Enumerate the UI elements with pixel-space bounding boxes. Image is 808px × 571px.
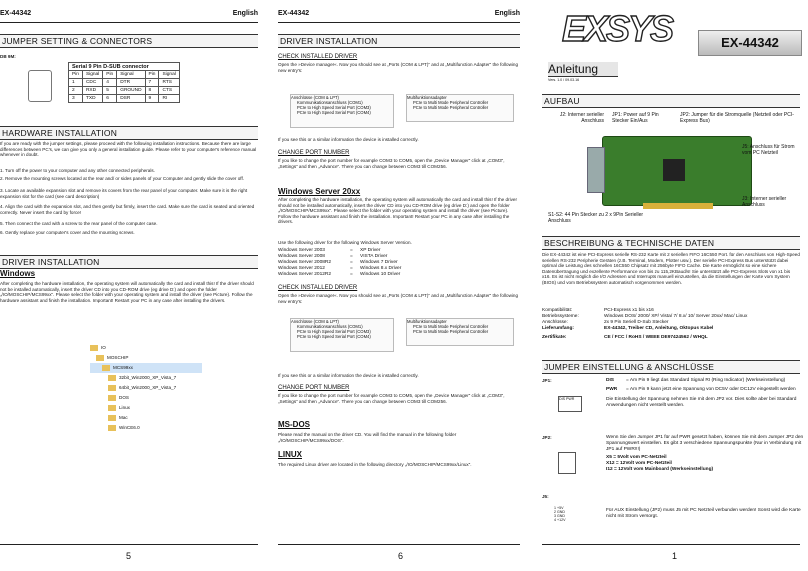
spec-list [542,308,804,341]
header-language: English [494,10,520,17]
label-jp1: JP1: Power auf 9 Pin Stecker Ein/Aus [612,112,659,124]
dm-entry: PCIe to Multi Mode Peripheral Controller [413,329,489,334]
table-cell: 6 [103,95,117,103]
table-header: Signal [159,71,179,79]
equals: = [350,266,353,271]
jp1-jumper-diagram [558,396,582,412]
label-j2: J2: Interner serieller Anschluss [559,112,604,124]
spec-key: Betriebssysteme: [542,314,579,319]
table-header: Pin [145,71,159,79]
jp2-option: X5 = 5Volt vom PC-Netzteil [606,455,667,460]
folder-label: MCS99xx [113,365,133,370]
hardware-intro: If you are ready with the jumper settings, please proceed with the following installation instructions. Because there are large differences between PC's, we can give you only a general installation guide. Please refer to your computer's reference manual whenever in doubt. [0,141,257,158]
table-row [69,95,180,103]
section-title-jumper-de: JUMPER EINSTELLUNG & ANSCHLÜSSE [542,360,800,374]
j5-pin: 4 +12V [554,518,566,522]
driver-name: VISTA Driver [360,254,388,259]
table-row [69,87,180,95]
table-cell: DSR [117,95,145,103]
folder-icon [108,415,116,421]
table-cell: GROUND [117,87,145,95]
table-cell: RXD [82,87,102,95]
pcie-contacts-icon [643,203,713,209]
change-port-text-2: If you like to change the port number for example COM3 to COM5, open the „Device Manager“ click at „COM3“, „Settings“ and then „Advance“. There you can change between COM3 till COM256. [278,393,505,404]
driver-name: Windows 7 Driver [360,260,398,265]
folder-icon [108,385,116,391]
table-cell: 9 [145,95,159,103]
j5-pin: 2 GND [554,510,565,514]
footer-rule [278,544,520,545]
page-number: 6 [398,551,404,561]
table-cell: 5 [103,87,117,95]
driver-name: XP Driver [360,248,381,253]
folder-icon [108,375,116,381]
equals: = [350,254,353,259]
folder-item[interactable] [90,393,202,403]
dm-entry: PCIe to High Speed Serial Port (COM3) [297,329,371,334]
product-badge: EX-44342 [698,30,802,56]
page-header [278,10,520,17]
table-header: Signal [117,71,145,79]
step: 1. Turn off the power to your computer and any other connected peripherals. [0,168,155,173]
dm-entry: PCIe to High Speed Serial Port (COM4) [297,110,371,115]
jp2-settings [606,435,804,473]
table-cell: 7 [145,79,159,87]
folder-item[interactable] [90,343,202,353]
check-driver-text: Open the »Device manager«. Now you should see at „Ports (COM & LPT)“ and at „Multifunction Adapter“ the following new entry's: [278,62,519,73]
description: Die EX-44342 ist eine PCI-Express serielle RS-232 Karte mit 2 seriellen FIFO 16C550 Port. für den Anschluss von High-Speed seriellen RS-232 Peripherie Geräten (z.B. Terminal, Modem, Plotter usw.). Der serielle PCI-Express Bus unterstützt dabei optimal die Leistung des schnellen 16C550 Chipsatz mit 256byte FIFO Cache. Die Karte ermöglicht so eine sichere Datenübertragung und exzellente Performance von bis zu 115,2KBaud/s! Sie unterstützt alle PCI-Express Slots von x1 bis x16. Es ist nicht möglich die I/O Adressen und Interrupts manuell einzustellen, da die Einstellungen der Karte vom System (BIOS) und vom Betriebssystem automatisch vorgenommen werden. [542,252,800,285]
dm-entry: PCIe to Multi Mode Peripheral Controller [413,105,489,110]
server-driver-table [278,248,518,278]
windows-text: After completing the hardware installation, the operating system will automatically the card and install this! If the driver should not be installed automatically, insert the driver CD into you CD-ROM drive (eg drive D:) and open the folder „/IO/MOSCHIP/MCS99xx“. Please select the folder with your operating system and install the driver (see Picture). Follow the hardware assistant and finish the installation. Important! Restart your PC in any case after installing the drivers. [0,281,254,303]
spec-value: PCI-Express x1 bis x16 [604,308,654,313]
jp2-option: X12 = 12Volt vom PC-Netzteil [606,461,672,466]
change-port-text: If you like to change the port number for example COM3 to COM5, open the „Device Manager“ click at „COM3“, „Settings“ and then „Advance“. There you can change between COM3 till COM256. [278,158,505,169]
folder-item[interactable] [90,373,202,383]
dm-entry: PCIe to Multi Mode Peripheral Controller [413,100,489,105]
card-photo [602,136,752,206]
linux-heading: LINUX [278,450,302,459]
folder-label: Mac [119,415,128,420]
header-language: English [232,10,258,17]
j5-pin: 1 +5V [554,506,564,510]
dm-entry: Anschlüsse (COM & LPT) [291,95,339,100]
header-rule [278,22,520,23]
spec-row [542,335,804,341]
linux-text: The required Linux driver are located in the following directory „/IO/MOSCHIP/MCS99xx/Linux“. [278,462,472,467]
dm-entry: Kommunikationsanschluss (COM1) [297,100,363,105]
header-rule [0,22,258,23]
device-manager-ports [290,94,394,128]
equals: = [350,260,353,265]
check-driver-heading-2: CHECK INSTALLED DRIVER [278,285,358,291]
jp1-value: = Am Pin 9 liegt das Standard Signal RI (Ring Indicator) (Werkseinstellung) [626,378,786,383]
section-title-driver: DRIVER INSTALLATION [278,34,520,48]
folder-icon [102,365,110,371]
device-manager-ports-2 [290,318,394,352]
header-product: EX-44342 [278,10,310,17]
jp2-jumper-diagram [558,452,576,474]
windows-heading: Windows [0,269,36,278]
spec-key: Zertifikate: [542,335,567,340]
table-cell: CDC [82,79,102,87]
page-number: 1 [672,551,678,561]
installed-note: If you see this or a similar information the device is installed correctly. [278,137,419,142]
spec-key: Anschlüsse: [542,320,568,325]
jp1-label: JP1: [542,378,552,383]
dm-entry: Multifunktionsadapter [407,95,447,100]
check-driver-heading: CHECK INSTALLED DRIVER [278,54,358,60]
server-row [278,272,518,278]
change-port-heading-2: CHANGE PORT NUMBER [278,385,350,391]
jp1-row [606,387,804,393]
page-number: 5 [126,551,132,561]
dm-entry: Multifunktionsadapter [407,319,447,324]
folder-label: Linux [119,405,130,410]
table-cell: 3 [69,95,83,103]
folder-item[interactable] [90,383,202,393]
folder-item-selected[interactable] [90,363,202,373]
db-bracket-icon [587,147,605,193]
jp1-value: = Am Pin 9 kann jetzt eine Spannung von DC5V oder DC12V eingestellt werden [626,387,796,392]
folder-item[interactable] [90,403,202,413]
dm-entry: PCIe to High Speed Serial Port (COM3) [297,105,371,110]
step: 2. Remove the mounting screws located at the rear and/ or sides panels of your Computer and gently slide the cover off. [0,176,245,181]
table-cell: TXD [82,95,102,103]
jp2-text: Wenn Sie den Jumper JP1 für auf PWR gesetzt haben, können Sie mit dem Jumper JP2 den Spannungswert einstellen. Es gibt 3 verschiedene Spannungspunkte (Nur in Verbindung mit JP1 auf PWR!!!) [606,435,804,452]
dm-entry: Anschlüsse (COM & LPT) [291,319,339,324]
label-jp2: JP2: Jumper für die Stromquelle (Netzteil oder PCI-Express Bus) [680,112,794,124]
page-header [0,10,258,17]
folder-item[interactable] [90,423,202,433]
folder-item[interactable] [90,353,202,363]
folder-tree [90,343,202,433]
folder-icon [108,425,116,431]
jp1-note: Die Einstellung der Spannung nehmen Sie mit dem JP2 vor. Dies sollte aber bei Standard Anwendungen nicht verstellt werden. [606,397,797,408]
folder-icon [108,395,116,401]
section-title-beschreibung: BESCHREIBUNG & TECHNISCHE DATEN [542,236,800,250]
footer-rule [542,544,800,545]
jp1-key: DIS [606,378,614,383]
j5-pinout [554,506,566,522]
page-1 [542,0,808,571]
msdos-heading: MS-DOS [278,420,310,429]
device-manager-multifunction [406,94,514,122]
folder-item[interactable] [90,413,202,423]
folder-icon [90,345,98,351]
table-cell: CTS [159,87,179,95]
jp1-settings [606,378,804,409]
folder-label: 32bit_Win2000_XP_Vista_7 [119,375,177,380]
jp1-key: PWR [606,387,618,392]
doc-version: Vers. 1.0 / 09.03.16 [548,78,580,82]
footer-rule [0,544,258,545]
check-driver-text-2: Open the »Device manager«. Now you should see at „Ports (COM & LPT)“ and at „Multifunction Adapter“ the following new entry's: [278,293,519,304]
label-s1-s2: S1-S2: 44 Pin Stecker zu 2 x 9Pin Serieller Anschluss [548,212,644,224]
jp2-option: I12 = 12Volt vom Mainboard (Werkseinstellung) [606,467,714,472]
spec-key: Lieferumfang: [542,326,574,331]
section-title-driver: DRIVER INSTALLATION [0,255,258,269]
folder-label: MOSCHIP [107,355,129,360]
table-cell: 2 [69,87,83,95]
change-port-heading: CHANGE PORT NUMBER [278,150,350,156]
dm-entry: PCIe to Multi Mode Peripheral Controller [413,324,489,329]
server-version: Windows Server 2008R2 [278,260,332,265]
jp1-row [606,378,804,384]
j5-label: J5: [542,494,549,499]
j5-pin: 3 GND [554,514,565,518]
j5-text: Für AUX Einstellung (JP2) muss J5 mit PC Netzteil verbunden werden! Sonst wird die Karte nicht mit Strom versorgt. [606,508,801,519]
driver-name: Windows 10 Driver [360,272,401,277]
equals: = [350,248,353,253]
jp2-label: JP2: [542,435,552,440]
folder-icon [96,355,104,361]
table-header: Pin [69,71,83,79]
exsys-logo: EXSYS [562,8,673,49]
step: 5. Then connect the card with a screw to the rear panel of the computer case. [0,221,158,226]
spec-value: 2x 9 Pin Seriell D-Sub Stecker [604,320,669,325]
driver-name: Windows 8.x Driver [360,266,402,271]
label-j5: J5: Anschluss für Strom vom PC Netzteil [742,144,795,156]
spec-value: CE / FCC / RoHS / WEEE DE97424562 / WHQL [604,335,708,340]
db9-label: DB 9M: [0,54,16,59]
doc-title: Anleitung [548,62,618,77]
page-6 [278,0,528,571]
server-version: Windows Server 2008 [278,254,325,259]
msdos-text: Please read the manual on the driver CD. You will find the manual in the following folder „/IO/MOSCHIP/MCS99xx/DOS“. [278,432,457,443]
folder-label: IO [101,345,106,350]
folder-icon [108,405,116,411]
table-cell: 8 [145,87,159,95]
server-version: Windows Server 2012 [278,266,325,271]
server-heading: Windows Server 20xx [278,187,361,196]
spec-key: Kompatibilität: [542,308,573,313]
jumper-pwr-label: PWR [566,397,575,401]
label-j3: J3: Interner serieller Anschluss [742,196,787,208]
chip-icon [663,159,685,181]
table-cell: RI [159,95,179,103]
section-title-aufbau: AUFBAU [542,94,800,108]
table-cell: 1 [69,79,83,87]
section-title-jumper: JUMPER SETTING & CONNECTORS [0,34,258,48]
device-manager-multifunction-2 [406,318,514,346]
folder-label: WinCE6.0 [119,425,140,430]
step: 3. Locate an available expansion slot and remove its covers from the rear panel of your computer. Make sure it is the right expansion slot for the card (see card description) [0,188,248,199]
table-header: Pin [103,71,117,79]
spec-value: EX-44342, Treiber CD, Anleitung, Oktopus Kabel [604,326,714,331]
server-version: Windows Server 2012R2 [278,272,332,277]
server-text: After completing the hardware installation, the operating system will automatically the card and install this! If the driver should not be installed automatically, insert the driver CD into you CD-ROM drive (eg drive D:) and open the folder „/IO/MOSCHIP/MCS99xx“. Please select the folder with your operating system and install the driver (see Picture). Follow the hardware assistant and finish the installation. Important! Restart your PC in any case after installing the drivers. [278,197,517,225]
db9-connector-icon [28,70,52,102]
spec-row [542,326,804,332]
jumper-dis-label: DIS [559,397,565,401]
table-row [69,79,180,87]
server-use-text: Use the following driver for the following Windows Server Version. [278,240,412,245]
pin-table-title: Serial 9 Pin D-SUB connector [69,63,180,71]
dm-entry: Kommunikationsanschluss (COM1) [297,324,363,329]
equals: = [350,272,353,277]
table-header: Signal [82,71,102,79]
spec-value: Windows DOS/ 2000/ XP/ Vista/ 7/ 8.x/ 10/ Server 20xx/ Mac/ Linux [604,314,748,319]
folder-label: 64bit_Win2000_XP_Vista_7 [119,385,177,390]
table-cell: DTR [117,79,145,87]
server-version: Windows Server 2003 [278,248,325,253]
section-title-hardware: HARDWARE INSTALLATION [0,126,258,140]
dm-entry: PCIe to High Speed Serial Port (COM4) [297,334,371,339]
folder-label: DOS [119,395,129,400]
table-cell: 4 [103,79,117,87]
step: 4. Align the card with the expansion slot, and then gently but firmly, insert the card. Make sure the card is seated and oriented correctly. Never insert the card by force! [0,204,255,215]
installed-note-2: If you see this or a similar information the device is installed correctly. [278,373,419,378]
step: 6. Gently replace your computer's cover and the mounting screws. [0,230,135,235]
page-5 [0,0,266,571]
table-cell: RTS [159,79,179,87]
header-product: EX-44342 [0,10,32,17]
pin-table [68,62,180,103]
